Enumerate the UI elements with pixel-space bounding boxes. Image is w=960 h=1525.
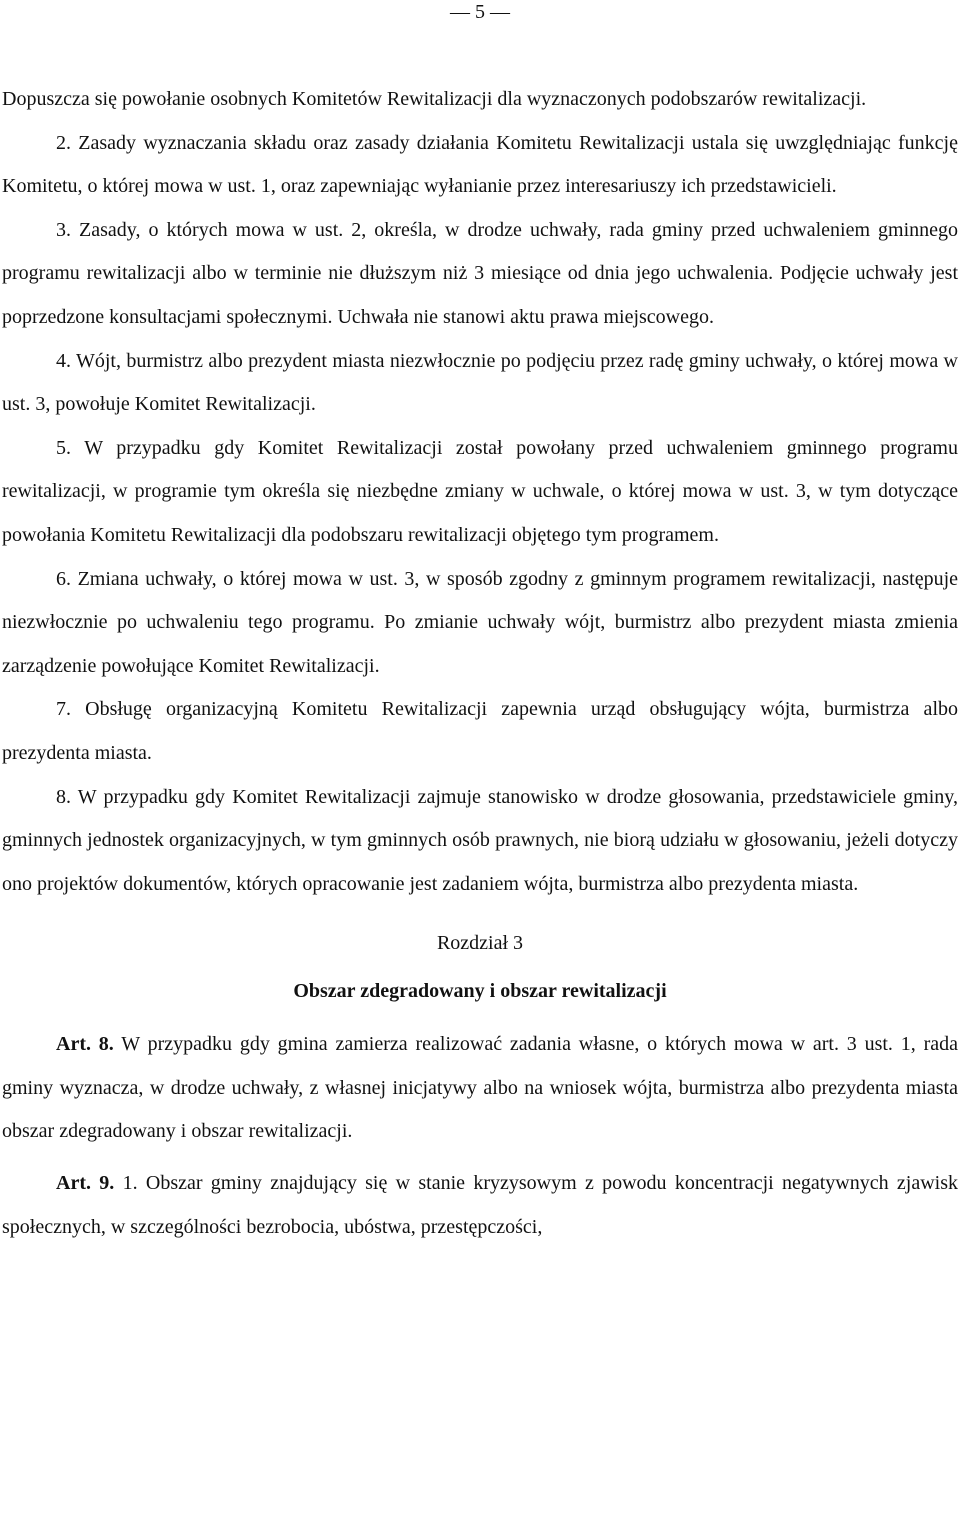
paragraph-4: 4. Wójt, burmistrz albo prezydent miasta niezwłocznie po podjęciu przez radę gminy uchwały, o której mowa w ust. 3, powołuje Komitet Rewitalizacji.	[2, 349, 958, 416]
paragraph-7: 7. Obsługę organizacyjną Komitetu Rewitalizacji zapewnia urząd obsługujący wójta, burmistrza albo prezydenta miasta.	[2, 698, 958, 764]
article-8-text: W przypadku gdy gmina zamierza realizować zadania własne, o których mowa w art. 3 ust. 1, rada gminy wyznacza, w drodze uchwały, z własnej inicjatywy albo na wniosek wójta, burmistrza albo prezydenta miasta obszar zdegradowany i obszar rewitalizacji.	[2, 1033, 958, 1143]
paragraph-6: 6. Zmiana uchwały, o której mowa w ust. 3, w sposób zgodny z gminnym programem rewitalizacji, następuje niezwłocznie po uchwaleniu tego programu. Po zmianie uchwały wójt, burmistrz albo prezydent miasta zmienia zarządzenie powołujące Komitet Rewitalizacji.	[2, 567, 958, 677]
paragraph-5: 5. W przypadku gdy Komitet Rewitalizacji został powołany przed uchwaleniem gminnego programu rewitalizacji, w programie tym określa się niezbędne zmiany w uchwale, o której mowa w ust. 3, w tym dotyczące powołania Komitetu Rewitalizacji dla podobszaru rewitalizacji objętego tym programem.	[2, 436, 958, 546]
chapter-label: Rozdział 3	[436, 932, 524, 955]
paragraph-8: 8. W przypadku gdy Komitet Rewitalizacji zajmuje stanowisko w drodze głosowania, przedstawiciele gminy, gminnych jednostek organizacyjnych, w tym gminnych osób prawnych, nie biorą udziału w głosowaniu, jeżeli dotyczy ono projektów dokumentów, których opracowanie jest zadaniem wójta, burmistrza albo prezydenta miasta.	[2, 785, 958, 895]
article-8-label: Art. 8.	[56, 1033, 114, 1056]
article-8	[2, 1023, 958, 1154]
chapter-title: Obszar zdegradowany i obszar rewitalizacji	[293, 980, 667, 1003]
paragraph-continuation: Dopuszcza się powołanie osobnych Komitetów Rewitalizacji dla wyznaczonych podobszarów rewitalizacji.	[2, 88, 867, 110]
article-9	[2, 1162, 958, 1249]
page-number: — 5 —	[450, 1, 510, 23]
paragraph-2: 2. Zasady wyznaczania składu oraz zasady działania Komitetu Rewitalizacji ustala się uwzględniając funkcję Komitetu, o której mowa w ust. 1, oraz zapewniając wyłanianie przez interesariuszy ich przedstawicieli.	[2, 131, 958, 198]
document-body	[2, 78, 958, 1249]
article-9-text: 1. Obszar gminy znajdujący się w stanie kryzysowym z powodu koncentracji negatywnych zjawisk społecznych, w szczególności bezrobocia, ubóstwa, przestępczości,	[2, 1172, 959, 1238]
article-9-label: Art. 9.	[56, 1172, 115, 1195]
paragraph-3: 3. Zasady, o których mowa w ust. 2, określa, w drodze uchwały, rada gminy przed uchwaleniem gminnego programu rewitalizacji albo w terminie nie dłuższym niż 3 miesiące od dnia jego uchwalenia. Podjęcie uchwały jest poprzedzone konsultacjami społecznymi. Uchwała nie stanowi aktu prawa miejscowego.	[2, 218, 958, 328]
